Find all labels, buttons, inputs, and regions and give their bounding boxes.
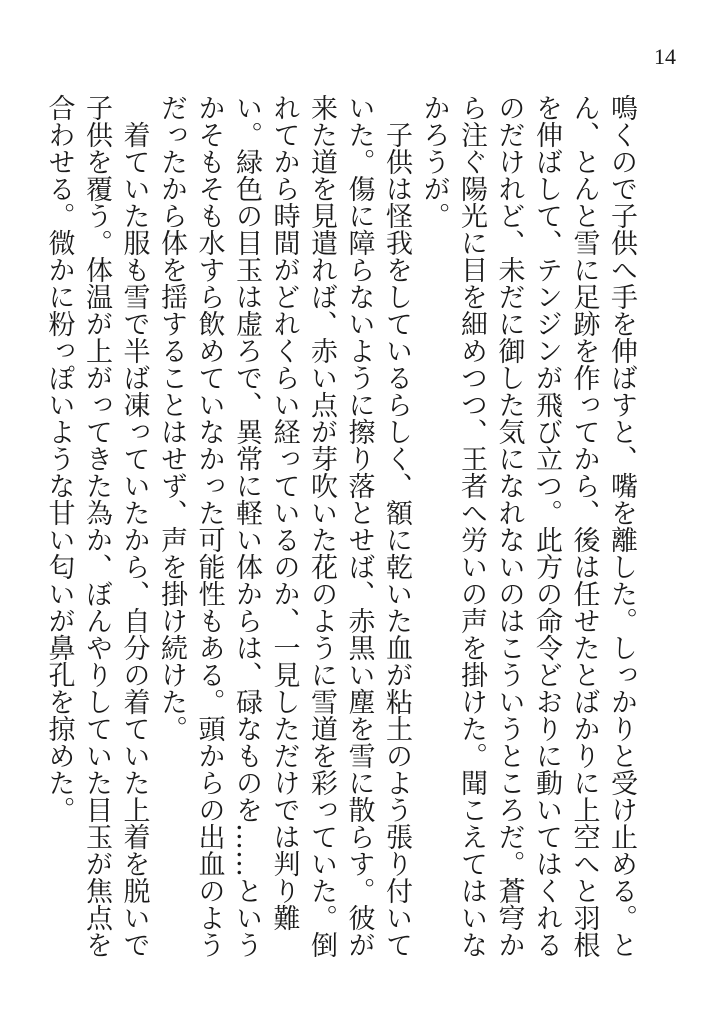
- paragraph-1: 鳴くので子供へ手を伸ばすと、嘴を離した。しっかりと受け止める。とん、とんと雪に足跡を作ってから、後は任せたとばかりに上空へと羽根を伸ばして、テンジンが飛び立つ。此方の命令どおりに動いてはくれるのだけれど、未だに御した気になれないのはこういうところだ。蒼穹から注ぐ陽光に目を細めつつ、王者へ労いの声を掛けた。聞こえてはいなかろうが。: [418, 94, 637, 958]
- vertical-text-body: [40, 94, 640, 974]
- paragraph-3: 着ていた服も雪で半ば凍っていたから、自分の着ていた上着を脱いで子供を覆う。体温が上がってきた為か、ぼんやりしていた目玉が焦点を合わせる。微かに粉っぽいような甘い匂いが鼻孔を掠めた。: [43, 94, 150, 958]
- page-number: 14: [654, 44, 676, 69]
- paragraph-2: 子供は怪我をしているらしく、額に乾いた血が粘土のよう張り付いていた。傷に障らないように擦り落とせば、赤黒い塵を雪に散らす。彼が来た道を見遣れば、赤い点が芽吹いた花のように雪道を彩っていた。倒れてから時間がどれくらい経っているのか、一見しただけでは判り難い。緑色の目玉は虚ろで、異常に軽い体からは、碌なものを……というかそもそも水すら飲めていなかった可能性もある。頭からの出血のようだったから体を揺することはせず、声を掛け続けた。: [156, 94, 412, 958]
